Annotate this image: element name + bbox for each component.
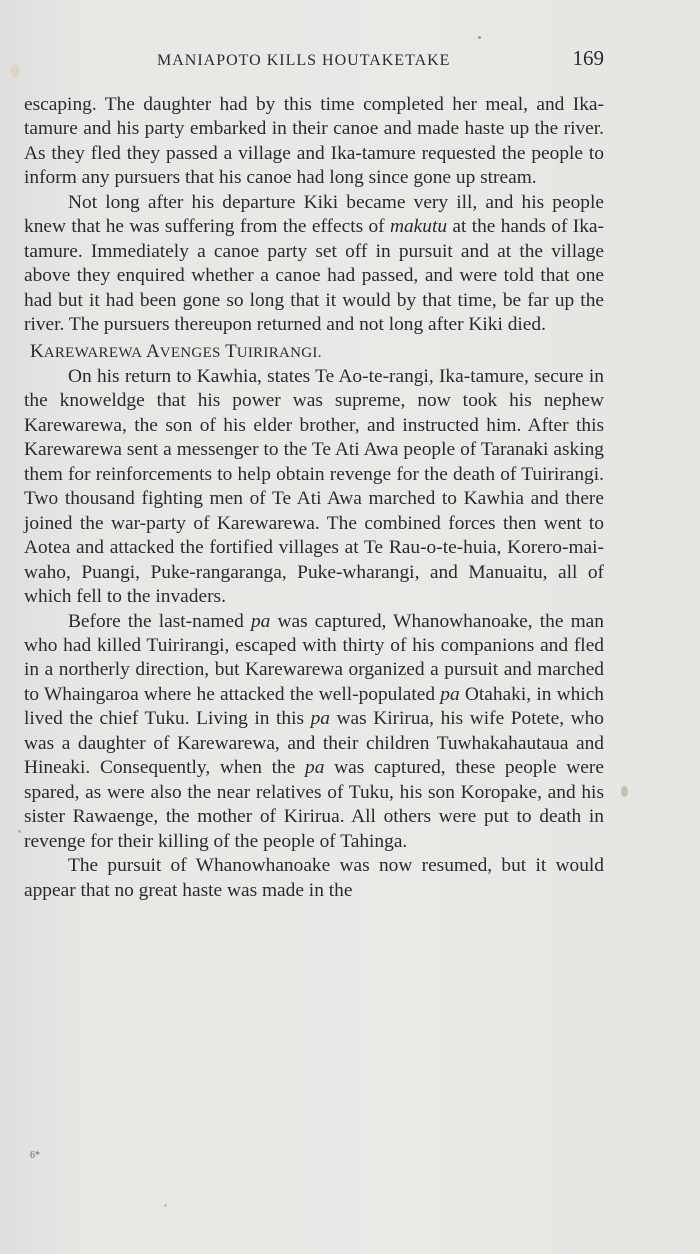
paragraph-1 [24, 93, 604, 191]
running-title: MANIAPOTO KILLS HOUTAKETAKE [157, 52, 451, 69]
paragraph-2-text-b: at the hands of Ika-tamure. Immediately a canoe party set off in pursuit and at the village above they enquired whether a canoe had passed, and were told that one had but it had been gone so long that it would by that time, be far up the river. The pursuers thereupon returned and not long after Kiki died. [24, 216, 605, 336]
body-text [24, 93, 604, 903]
paragraph-4-text-d: was Kirirua, his wife Potete, who was a daughter of Karewarewa, and their children Tuwhakahautaua and Hineaki. Consequently, when the [24, 708, 604, 779]
paper-speck [164, 1204, 167, 1207]
italic-term-pa: pa [440, 683, 460, 705]
paragraph-4 [24, 610, 604, 855]
heading-small-caps: AREWAREWA [43, 344, 143, 361]
heading-small-caps: VENGES [159, 344, 221, 361]
italic-term-pa: pa [250, 610, 271, 632]
italic-term-pa: pa [310, 708, 330, 730]
paragraph-2-text-a: Not long after his departure Kiki became very ill, and his people knew that he was suffering from the effects of [24, 191, 604, 238]
paragraph-4-text-e: was captured, these people were spared, as were also the near relatives of Tuku, his son Koropake, and his sister Rawaenge, the mother of Kirirua. All others were put to death in revenge for their killing of the people of Tahinga. [24, 757, 604, 852]
italic-term-makutu: makutu [389, 216, 448, 238]
running-head [22, 46, 604, 74]
italic-term-pa: pa [305, 757, 325, 779]
paper-speck [621, 786, 628, 797]
paper-speck [18, 830, 21, 833]
paragraph-5-text: The pursuit of Whanowhanoake was now resumed, but it would appear that no great haste was made in the [24, 855, 604, 901]
paragraph-4-text-b: was captured, Whanowhanoake, the man who had killed Tuirirangi, escaped with thirty of his companions and fled in a northerly direction, but Karewarewa organized a pursuit and marched to Whaingaroa where he attacked the well-populated [24, 610, 604, 705]
heading-small-caps: UIRIRANGI. [236, 344, 322, 361]
heading-initial: T [225, 340, 237, 362]
paragraph-5 [24, 854, 604, 903]
paragraph-1-text: escaping. The daughter had by this time completed her meal, and Ika-tamure and his party embarked in their canoe and made haste up the river. As they fled they passed a village and Ika-tamure requested the people to inform any pursuers that his canoe had long since gone up stream. [24, 94, 604, 189]
paragraph-4-text-a: Before the last-named [68, 610, 251, 632]
paragraph-3 [24, 365, 604, 610]
page-number: 169 [572, 46, 604, 70]
paragraph-2 [24, 191, 604, 338]
paragraph-3-text: On his return to Kawhia, states Te Ao-te-rangi, Ika-tamure, secure in the knoweldge that his power was supreme, now took his nephew Karewarewa, the son of his elder brother, and instructed him. After this Karewarewa sent a messenger to the Te Ati Awa people of Taranaki asking them for reinforcements to help obtain revenge for the death of Tuirirangi. Two thousand fighting men of Te Ati Awa marched to Kawhia and there joined the war-party of Karewarewa. The combined forces then went to Aotea and attacked the fortified villages at Te Rau-o-te-huia, Korero-mai-waho, Puangi, Puke-rangaranga, Puke-wharangi, and Manuaitu, all of which fell to the invaders. [24, 365, 604, 608]
heading-initial: K [30, 340, 44, 362]
paragraph-4-text-c: Otahaki, in which lived the chief Tuku. Living in this [24, 683, 605, 730]
section-heading [24, 338, 604, 365]
signature-mark: 6* [30, 1150, 40, 1161]
paper-speck [478, 36, 481, 39]
paper-speck [10, 64, 20, 78]
heading-initial: A [145, 340, 160, 362]
